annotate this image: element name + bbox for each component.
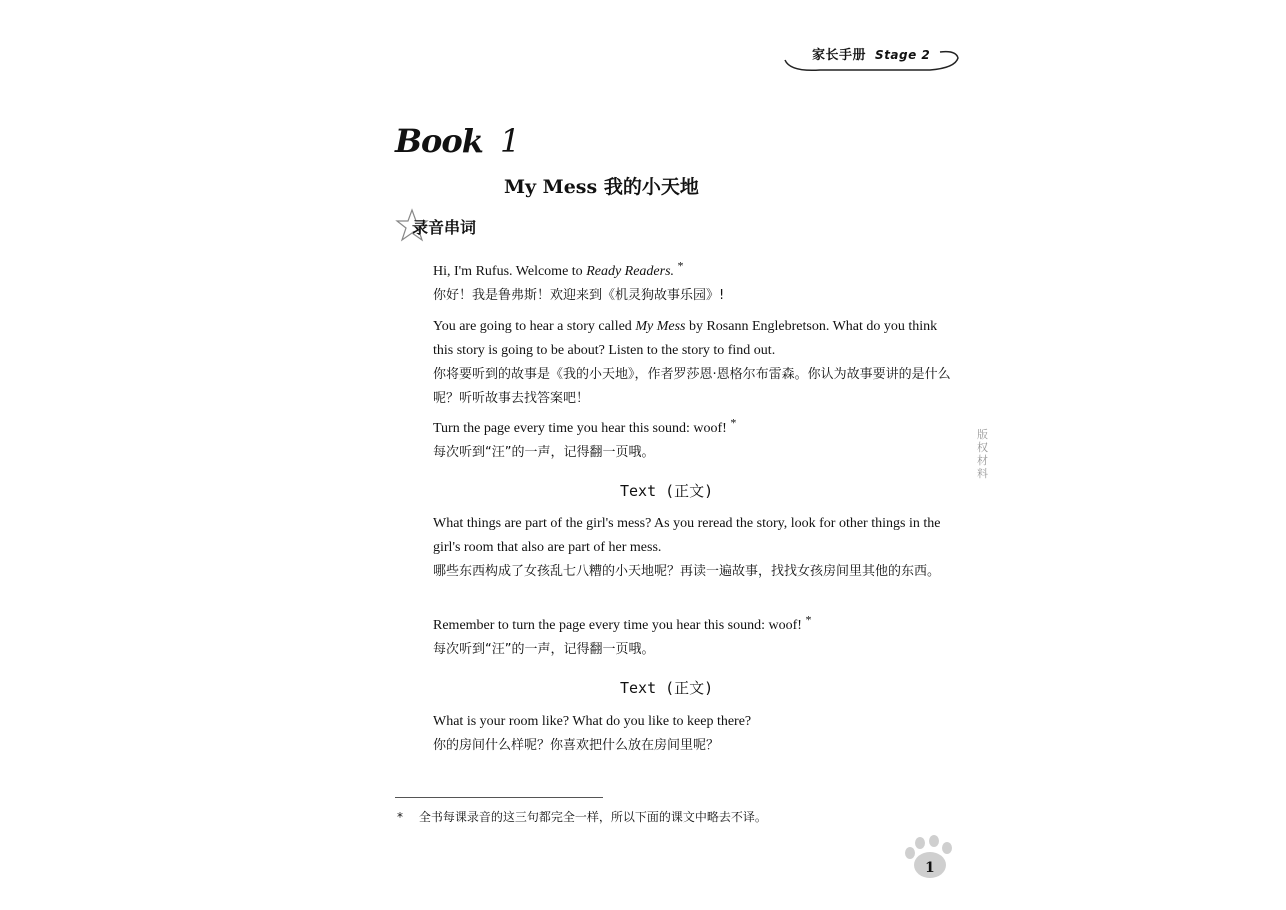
paragraph-3 [433,417,953,465]
book-number: 1 [500,122,521,160]
footnote-mark: * [397,810,403,824]
text-label-1: Text (正文) [620,482,714,500]
paragraph-5-en: Remember to turn the page every time you hear this sound: woof! * [433,612,812,633]
paragraph-5-cn: 每次听到“汪”的一声，记得翻一页哦。 [433,642,655,657]
paragraph-3-cn: 每次听到“汪”的一声，记得翻一页哦。 [433,445,655,460]
paragraph-6-cn: 你的房间什么样呢？你喜欢把什么放在房间里呢？ [433,738,720,753]
side-watermark: 版权材料 [977,428,988,480]
paragraph-5 [433,614,953,662]
paragraph-1-en: Hi, I'm Rufus. Welcome to Ready Readers. * [433,258,684,279]
paragraph-4 [433,512,953,584]
paragraph-6 [433,710,953,758]
paragraph-2-en: You are going to hear a story called My Mess by Rosann Englebretson. What do you think this story is going to be about? Listen to the story to find out. [433,319,938,358]
footnote-text: 全书每课录音的这三句都完全一样，所以下面的课文中略去不译。 [418,810,767,824]
story-title: My Mess 我的小天地 [504,176,699,198]
book-word: Book [395,122,483,160]
running-header [812,44,930,63]
footnote [397,808,767,825]
paragraph-1-cn: 你好！我是鲁弗斯！欢迎来到《机灵狗故事乐园》! [433,288,725,303]
page-number: 1 [925,860,935,876]
paragraph-1 [433,260,953,308]
header-stage: Stage 2 [875,48,931,62]
header-label: 家长手册 [812,48,867,63]
paragraph-3-en: Turn the page every time you hear this sound: woof! * [433,415,737,436]
paragraph-2 [433,315,953,411]
paragraph-2-cn: 你将要听到的故事是《我的小天地》，作者罗莎恩·恩格尔布雷森。你认为故事要讲的是什么呢？听听故事去找答案吧！ [433,367,951,406]
paragraph-4-en: What things are part of the girl's mess? As you reread the story, look for other things in the girl's room that also are part of her mess. [433,516,941,555]
paragraph-4-cn: 哪些东西构成了女孩乱七八糟的小天地呢？再读一遍故事，找找女孩房间里其他的东西。 [433,564,941,579]
paragraph-6-en: What is your room like? What do you like to keep there? [433,714,752,729]
footnote-rule [395,797,603,798]
text-label-2: Text (正文) [620,679,714,697]
section-heading: 录音串词 [412,218,477,237]
